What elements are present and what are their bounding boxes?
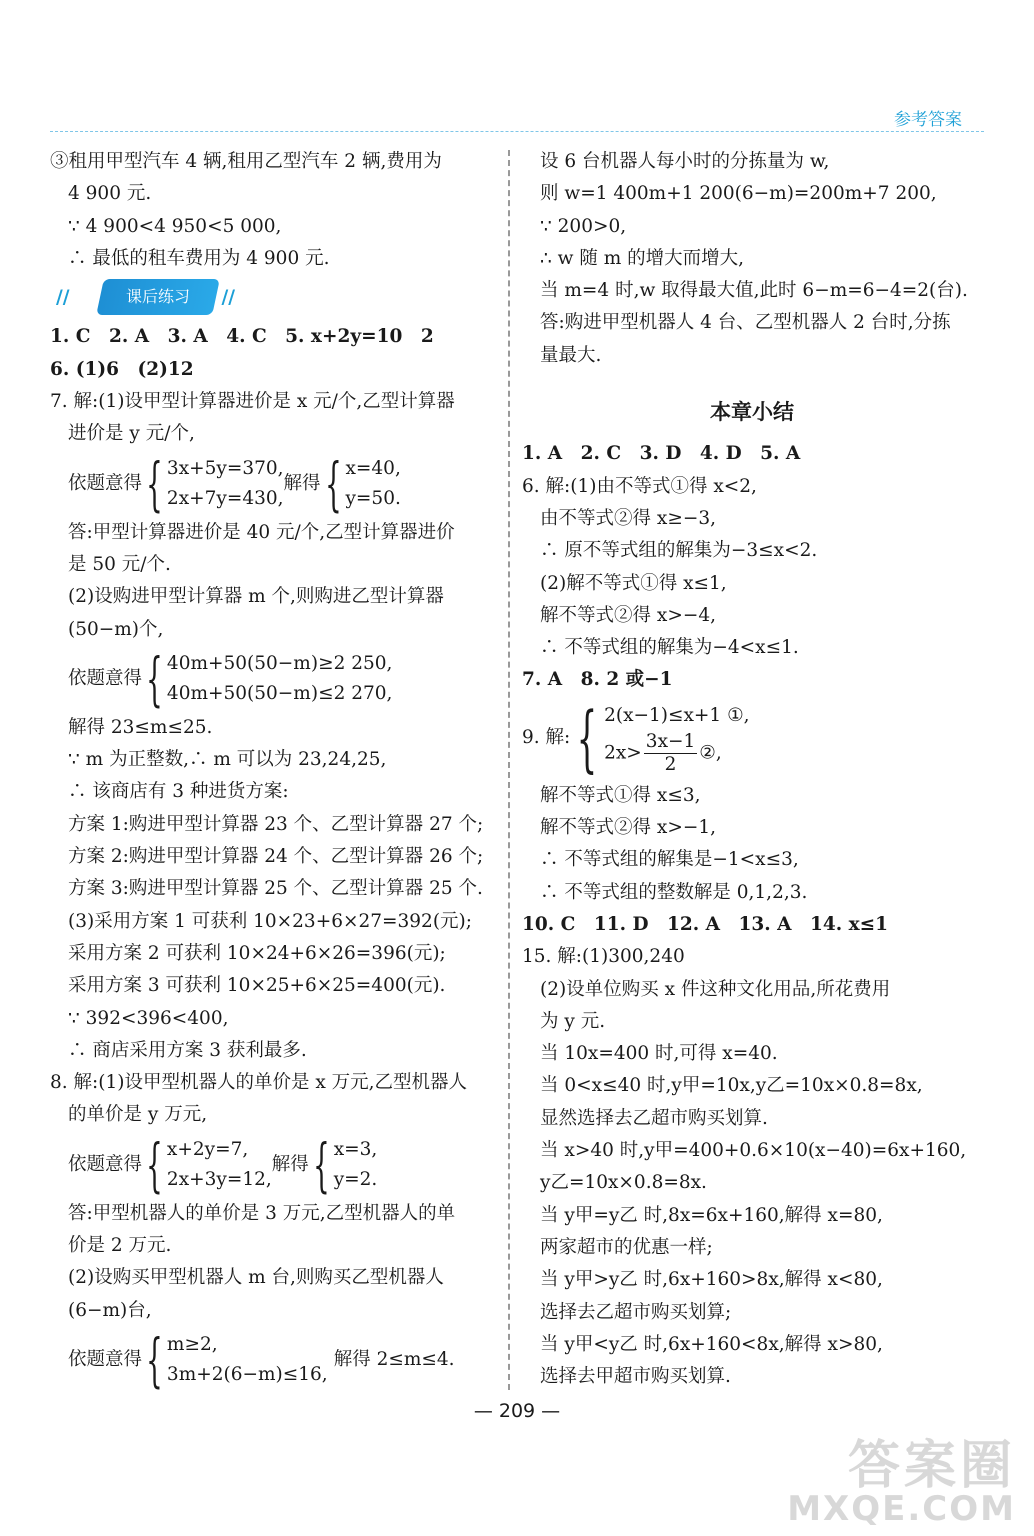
- fraction: [644, 731, 697, 776]
- q7-line: 解得 23≤m≤25.: [68, 716, 213, 738]
- system-line: [604, 731, 749, 776]
- system-prefix: 依题意得: [68, 1153, 143, 1175]
- system-line: 40m+50(50−m)≥2 250,: [166, 652, 393, 674]
- brace-icon: {: [146, 449, 163, 518]
- equation-system: [50, 1130, 490, 1199]
- system-prefix: 依题意得: [68, 667, 143, 689]
- system-prefix: 依题意得: [68, 1348, 143, 1370]
- system-text: ②,: [699, 742, 722, 764]
- inequality-system: [50, 1325, 490, 1394]
- system-line: y=50.: [345, 487, 401, 509]
- q15-line: 当 y甲>y乙 时,6x+160>8x,解得 x<80,: [540, 1269, 883, 1291]
- q15-line: 选择去甲超市购买划算.: [540, 1366, 731, 1388]
- system-lines: [604, 701, 749, 776]
- q7-line: 是 50 元/个.: [68, 553, 171, 575]
- q7-line: (3)采用方案 1 可获利 10×23+6×27=392(元);: [68, 910, 472, 932]
- system-line: 3x+5y=370,: [166, 457, 284, 479]
- brace-icon: {: [324, 449, 342, 518]
- text-line: 设 6 台机器人每小时的分拣量为 w,: [540, 151, 830, 172]
- badge-pill: [96, 279, 220, 315]
- q6-line: 6. 解:(1)由不等式①得 x<2,: [522, 475, 757, 497]
- header-label: 参考答案: [894, 110, 962, 130]
- q7-line: 答:甲型计算器进价是 40 元/个,乙型计算器进价: [68, 521, 455, 543]
- q15-line: 当 x>40 时,y甲=400+0.6×10(x−40)=6x+160,: [540, 1140, 967, 1162]
- q7-line: (50−m)个,: [68, 618, 164, 640]
- q15-line: 当 y甲<y乙 时,6x+160<8x,解得 x>80,: [540, 1333, 883, 1355]
- text-line: 当 m=4 时,w 取得最大值,此时 6−m=6−4=2(台).: [540, 280, 968, 302]
- system-line: 2x+7y=430,: [166, 487, 284, 509]
- system-text: 2x>: [604, 742, 642, 764]
- q15-line: 当 0<x≤40 时,y甲=10x,y乙=10x×0.8=8x,: [540, 1075, 923, 1097]
- q15-line: 当 y甲=y乙 时,8x=6x+160,解得 x=80,: [540, 1204, 883, 1226]
- watermark-logo: [787, 1436, 1016, 1529]
- system-prefix: 9. 解:: [522, 727, 571, 749]
- q6-line: 由不等式②得 x≥−3,: [540, 507, 716, 529]
- q15-line: 为 y 元.: [540, 1010, 606, 1032]
- system-lines: [167, 1135, 272, 1195]
- system-line: 2x+3y=12,: [166, 1168, 272, 1190]
- system-line: m≥2,: [166, 1333, 218, 1355]
- brace-icon: {: [146, 644, 163, 713]
- watermark-line: 答案圈: [847, 1436, 1016, 1496]
- q6-line: (2)解不等式①得 x≤1,: [540, 572, 727, 594]
- q8-line: (2)设购买甲型机器人 m 台,则购买乙型机器人: [68, 1267, 444, 1289]
- system-line: y=2.: [333, 1168, 378, 1190]
- answers-1-5: 1. A 2. C 3. D 4. D 5. A: [522, 443, 801, 465]
- q7-line: (2)设购进甲型计算器 m 个,则购进乙型计算器: [68, 586, 444, 608]
- q15-line: (2)设单位购买 x 件这种文化用品,所花费用: [540, 978, 891, 1000]
- text-line: ∴ w 随 m 的增大而增大,: [540, 247, 745, 269]
- right-column: [522, 146, 982, 1393]
- system-suffix: 解得 2≤m≤4.: [333, 1348, 455, 1370]
- text-line: 4 900 元.: [68, 183, 152, 205]
- inequality-system: [50, 644, 490, 713]
- brace-icon: {: [576, 696, 598, 781]
- q9-line: ∴ 不等式组的整数解是 0,1,2,3.: [540, 881, 808, 903]
- badge-label: 课后练习: [125, 287, 190, 307]
- answers-7-8: 7. A 8. 2 或−1: [522, 669, 673, 691]
- system-lines: [345, 454, 400, 514]
- system-lines: [167, 1330, 328, 1390]
- q7-line: 采用方案 2 可获利 10×24+6×26=396(元);: [68, 942, 446, 964]
- section-title: 本章小结: [710, 400, 794, 425]
- system-prefix: 依题意得: [68, 472, 143, 494]
- system-line: 40m+50(50−m)≤2 270,: [166, 682, 393, 704]
- system-mid: 解得: [283, 472, 321, 494]
- text-line: ∵ 200>0,: [540, 215, 627, 237]
- left-column: [50, 146, 490, 1393]
- q8-line: (6−m)台,: [68, 1299, 152, 1321]
- q7-line: ∴ 商店采用方案 3 获利最多.: [68, 1039, 307, 1061]
- system-line: 3m+2(6−m)≤16,: [166, 1363, 328, 1385]
- q8-line: 8. 解:(1)设甲型机器人的单价是 x 万元,乙型机器人: [50, 1072, 468, 1094]
- system-line: x+2y=7,: [166, 1138, 249, 1160]
- equation-system: [50, 449, 490, 518]
- section-badge: [50, 275, 490, 321]
- text-line: ∴ 最低的租车费用为 4 900 元.: [68, 247, 330, 269]
- system-lines: [334, 1135, 378, 1195]
- q8-line: 价是 2 万元.: [68, 1235, 172, 1257]
- text-line: ③租用甲型汽车 4 辆,租用乙型汽车 2 辆,费用为: [50, 151, 442, 172]
- answers-10-14: 10. C 11. D 12. A 13. A 14. x≤1: [522, 913, 889, 935]
- fraction-numerator: 3x−1: [645, 730, 696, 752]
- page-number: — 209 —: [473, 1400, 561, 1422]
- q6-line: ∴ 不等式组的解集为−4<x≤1.: [540, 637, 799, 659]
- q6-line: 解不等式②得 x>−4,: [540, 604, 716, 626]
- q15-line: 两家超市的优惠一样;: [540, 1236, 713, 1258]
- q15-line: 选择去乙超市购买划算;: [540, 1301, 732, 1323]
- q9-line: 解不等式①得 x≤3,: [540, 784, 701, 806]
- q15-line: 当 10x=400 时,可得 x=40.: [540, 1043, 778, 1065]
- system-lines: [167, 649, 393, 709]
- q8-line: 答:甲型机器人的单价是 3 万元,乙型机器人的单: [68, 1202, 456, 1224]
- answers-1-5: 1. C 2. A 3. A 4. C 5. x+2y=10 2: [50, 326, 434, 348]
- system-line: x=3,: [333, 1138, 378, 1160]
- q7-line: ∴ 该商店有 3 种进货方案:: [68, 781, 289, 803]
- q9-line: 解不等式②得 x>−1,: [540, 817, 716, 839]
- system-lines: [167, 454, 284, 514]
- answers-6: 6. (1)6 (2)12: [50, 358, 194, 380]
- q7-line: ∵ 392<396<400,: [68, 1007, 229, 1029]
- q7-line: 方案 1:购进甲型计算器 23 个、乙型计算器 27 个;: [68, 813, 484, 835]
- q6-line: ∴ 原不等式组的解集为−3≤x<2.: [540, 540, 818, 562]
- text-line: 则 w=1 400m+1 200(6−m)=200m+7 200,: [540, 183, 937, 205]
- text-line: ∵ 4 900<4 950<5 000,: [68, 215, 282, 237]
- q7-line: 采用方案 3 可获利 10×25+6×25=400(元).: [68, 975, 446, 997]
- q7-line: 方案 2:购进甲型计算器 24 个、乙型计算器 26 个;: [68, 846, 484, 868]
- brace-icon: {: [312, 1130, 330, 1199]
- watermark-line: MXQE.COM: [787, 1489, 1016, 1529]
- q7-line: 进价是 y 元/个,: [68, 423, 195, 445]
- system-mid: 解得: [271, 1153, 309, 1175]
- q9-line: ∴ 不等式组的解集是−1<x≤3,: [540, 849, 799, 871]
- header-rule: [50, 131, 984, 132]
- q7-line: ∵ m 为正整数,∴ m 可以为 23,24,25,: [68, 749, 387, 771]
- fraction-denominator: 2: [664, 753, 677, 775]
- system-line: 2(x−1)≤x+1 ①,: [604, 704, 750, 726]
- brace-icon: {: [146, 1130, 163, 1199]
- system-line: x=40,: [345, 457, 401, 479]
- slash-decoration-icon: //: [56, 287, 70, 309]
- slash-decoration-icon: //: [221, 287, 236, 309]
- column-divider: [508, 150, 510, 1390]
- inequality-system: [522, 696, 982, 781]
- q7-line: 方案 3:购进甲型计算器 25 个、乙型计算器 25 个.: [68, 878, 483, 900]
- q15-line: 显然选择去乙超市购买划算.: [540, 1107, 768, 1129]
- brace-icon: {: [146, 1325, 163, 1394]
- text-line: 答:购进甲型机器人 4 台、乙型机器人 2 台时,分拣: [540, 312, 951, 334]
- text-line: 量最大.: [540, 344, 602, 366]
- q15-line: 15. 解:(1)300,240: [522, 946, 685, 968]
- q15-line: y乙=10x×0.8=8x.: [540, 1172, 707, 1194]
- q7-line: 7. 解:(1)设甲型计算器进价是 x 元/个,乙型计算器: [50, 391, 455, 413]
- q8-line: 的单价是 y 万元,: [68, 1104, 208, 1126]
